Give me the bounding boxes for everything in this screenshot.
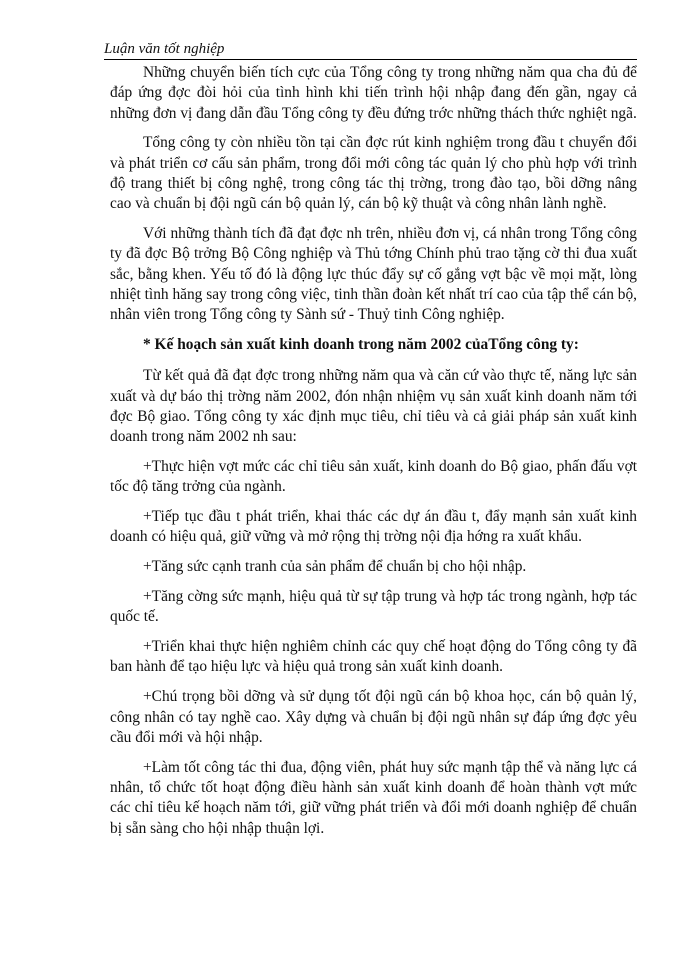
paragraph-achievements: Với những thành tích đã đạt đợc nh trên, nhiều đơn vị, cá nhân trong Tổng công ty đã đợc Bộ trởng Bộ Công nghiệp và Thủ tớng Chính phủ trao tặng cờ thi đua xuất sắc, bằng khen. Yếu tố đó là động lực thúc đẩy sự cố gắng vợt bậc về mọi mặt, lòng nhiệt tình hăng say trong công việc, tinh thần đoàn kết nhất trí cao của tập thể cán bộ, nhân viên trong Tổng công ty Sành sứ - Thuỷ tinh Công nghiệp. (110, 225, 637, 324)
plan-item-competitiveness: +Tăng sức cạnh tranh của sản phẩm để chuẩn bị cho hội nhập. (143, 558, 527, 576)
plan-item-emulation: +Làm tốt công tác thi đua, động viên, phát huy sức mạnh tập thể và năng lực cá nhân, tổ chức tốt hoạt động điều hành sản xuất kinh doanh để hoàn thành vợt mức các chỉ tiêu kế hoạch năm tới, giữ vững phát triển và đổi mới doanh nghiệp để chuẩn bị sẵn sàng cho hội nhập thuận lợi. (110, 758, 637, 837)
plan-item-cooperation: +Tăng cờng sức mạnh, hiệu quả từ sự tập trung và hợp tác trong ngành, hợp tác quốc tế. (110, 588, 637, 626)
paragraph-shortcomings: Tổng công ty còn nhiều tồn tại cần đợc rút kinh nghiệm trong đầu t chuyển đổi và phát triển cơ cấu sản phẩm, trong đổi mới công tác quản lý cho phù hợp với trình độ trang thiết bị công nghệ, trong công tác thị trờng, trong đào tạo, bồi dỡng nâng cao và chuẩn bị đội ngũ cán bộ quản lý, cán bộ kỹ thuật và công nhân lành nghề. (110, 134, 637, 213)
plan-item-regulations: +Triển khai thực hiện nghiêm chỉnh các quy chế hoạt động do Tổng công ty đã ban hành để tạo hiệu lực và hiệu quả trong sản xuất kinh doanh. (110, 638, 637, 676)
section-heading-business-plan-2002: * Kế hoạch sản xuất kinh doanh trong năm 2002 củaTổng công ty: (143, 336, 579, 354)
document-body (110, 63, 637, 848)
running-header (104, 40, 637, 60)
paragraph-challenges: Những chuyển biến tích cực của Tổng công ty trong những năm qua cha đủ để đáp ứng đợc đòi hỏi của tình hình khi tiến trình hội nhập đang đến gần, ngay cả những đơn vị đang dẫn đầu Tổng công ty đều đứng trớc những thách thức nghiệt ngã. (110, 64, 637, 122)
plan-item-investment: +Tiếp tục đầu t phát triển, khai thác các dự án đầu t, đẩy mạnh sản xuất kinh doanh có hiệu quả, giữ vững và mở rộng thị trờng nội địa hớng ra xuất khẩu. (110, 508, 637, 546)
plan-item-exceed-targets: +Thực hiện vợt mức các chỉ tiêu sản xuất, kinh doanh do Bộ giao, phấn đấu vợt tốc độ tăng trởng của ngành. (110, 458, 637, 496)
running-header-title: Luận văn tốt nghiệp (104, 41, 225, 57)
paragraph-plan-intro: Từ kết quả đã đạt đợc trong những năm qua và căn cứ vào thực tế, năng lực sản xuất và dự báo thị trờng năm 2002, đón nhận nhiệm vụ sản xuất kinh doanh năm tới đợc Bộ giao. Tổng công ty xác định mục tiêu, chỉ tiêu và cả giải pháp sản xuất kinh doanh trong năm 2002 nh sau: (110, 367, 637, 446)
plan-item-staff-training: +Chú trọng bồi dỡng và sử dụng tốt đội ngũ cán bộ khoa học, cán bộ quản lý, công nhân có tay nghề cao. Xây dựng và chuẩn bị đội ngũ nhân sự đáp ứng đợc yêu cầu đổi mới và hội nhập. (110, 688, 637, 746)
